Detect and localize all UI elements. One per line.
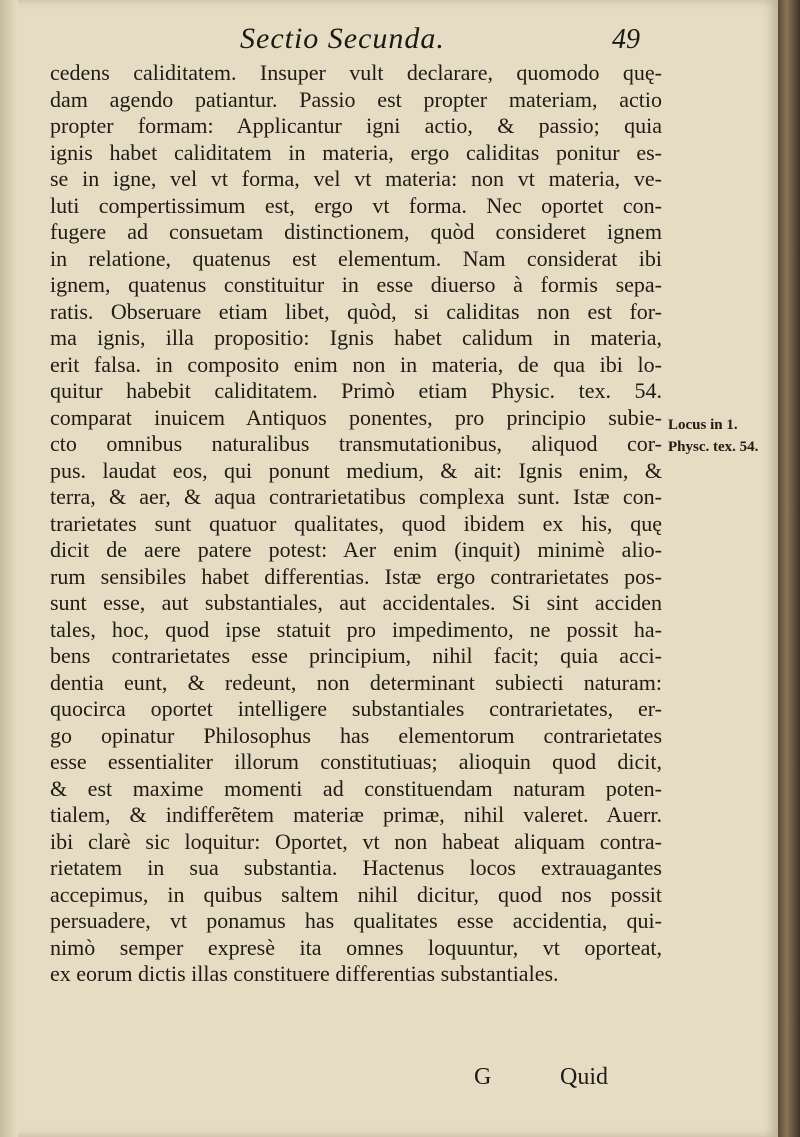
body-text (50, 60, 662, 988)
page-number: 49 (612, 24, 640, 55)
text-line: propter formam: Applicantur igni actio, & passio; quia (50, 113, 662, 138)
text-line: bens contrarietates esse principium, nihil facit; quia acci- (50, 643, 662, 668)
text-line: nimò semper expresè ita omnes loquuntur, vt oporteat, (50, 934, 662, 960)
text-line: persuadere, vt ponamus has qualitates esse accidentia, qui- (50, 908, 662, 933)
text-line: sunt esse, aut substantiales, aut accidentales. Si sint acciden (50, 590, 662, 615)
text-line: pus. laudat eos, qui ponunt medium, & ait: Ignis enim, & (50, 457, 662, 483)
text-line: accepimus, in quibus saltem nihil dicitur, quod nos possit (50, 881, 662, 907)
text-line: ex eorum dictis illas constituere differentias substantiales. (50, 961, 559, 986)
text-line: ignem, quatenus constituitur in esse diuerso à formis sepa- (50, 272, 662, 297)
text-line: ibi clarè sic loquitur: Oportet, vt non habeat aliquam contra- (50, 828, 662, 854)
text-line: rum sensibiles habet differentias. Istæ ergo contrarietates pos- (50, 563, 662, 589)
text-line: dicit de aere patere potest: Aer enim (inquit) minimè alio- (50, 537, 662, 562)
text-line: cto omnibus naturalibus transmutationibus, aliquod cor- (50, 431, 662, 456)
text-line: esse essentialiter illorum constitutiuas; alioquin quod dicit, (50, 749, 662, 774)
text-line: terra, & aer, & aqua contrarietatibus complexa sunt. Istæ con- (50, 484, 662, 509)
text-line: quocirca oportet intelligere substantiales contrarietates, er- (50, 696, 662, 721)
text-line: trarietates sunt quatuor qualitates, quod ibidem ex his, quę (50, 510, 662, 536)
text-line: ratis. Obseruare etiam libet, quòd, si caliditas non est for- (50, 298, 662, 324)
text-line: luti compertissimum est, ergo vt forma. Nec oportet con- (50, 192, 662, 218)
text-line: se in igne, vel vt forma, vel vt materia: non vt materia, ve- (50, 166, 662, 191)
text-line: rietatem in sua substantia. Hactenus locos extrauagantes (50, 855, 662, 880)
page-footer (0, 1064, 778, 1096)
running-head: Sectio Secunda. (240, 22, 445, 55)
signature-mark: G (474, 1064, 492, 1090)
text-line: dam agendo patiantur. Passio est propter materiam, actio (50, 86, 662, 112)
catchword: Quid (560, 1064, 608, 1090)
margin-note-line: Locus in 1. (668, 417, 738, 433)
text-line: comparat inuicem Antiquos ponentes, pro principio subie- (50, 404, 662, 430)
text-line: tialem, & indifferẽtem materiæ primæ, nihil valeret. Auerr. (50, 802, 662, 827)
page-edge (778, 0, 800, 1137)
margin-note (668, 414, 774, 458)
text-line: cedens caliditatem. Insuper vult declarare, quomodo quę- (50, 60, 662, 85)
text-line: go opinatur Philosophus has elementorum contrarietates (50, 722, 662, 748)
text-line: erit falsa. in composito enim non in materia, de qua ibi lo- (50, 351, 662, 377)
text-line: in relatione, quatenus est elementum. Nam considerat ibi (50, 245, 662, 271)
text-line: ignis habet caliditatem in materia, ergo caliditas ponitur es- (50, 139, 662, 165)
margin-note-line: Physc. tex. 54. (668, 439, 759, 455)
text-line: dentia eunt, & redeunt, non determinant subiecti naturam: (50, 669, 662, 695)
page-header (0, 22, 778, 62)
text-line: & est maxime momenti ad constituendam naturam poten- (50, 775, 662, 801)
text-line: fugere ad consuetam distinctionem, quòd consideret ignem (50, 219, 662, 244)
text-line: quitur habebit caliditatem. Primò etiam Physic. tex. 54. (50, 378, 662, 403)
text-line: tales, hoc, quod ipse statuit pro impedimento, ne possit ha- (50, 616, 662, 642)
text-line: ma ignis, illa propositio: Ignis habet calidum in materia, (50, 325, 662, 350)
page-gutter (0, 0, 18, 1137)
